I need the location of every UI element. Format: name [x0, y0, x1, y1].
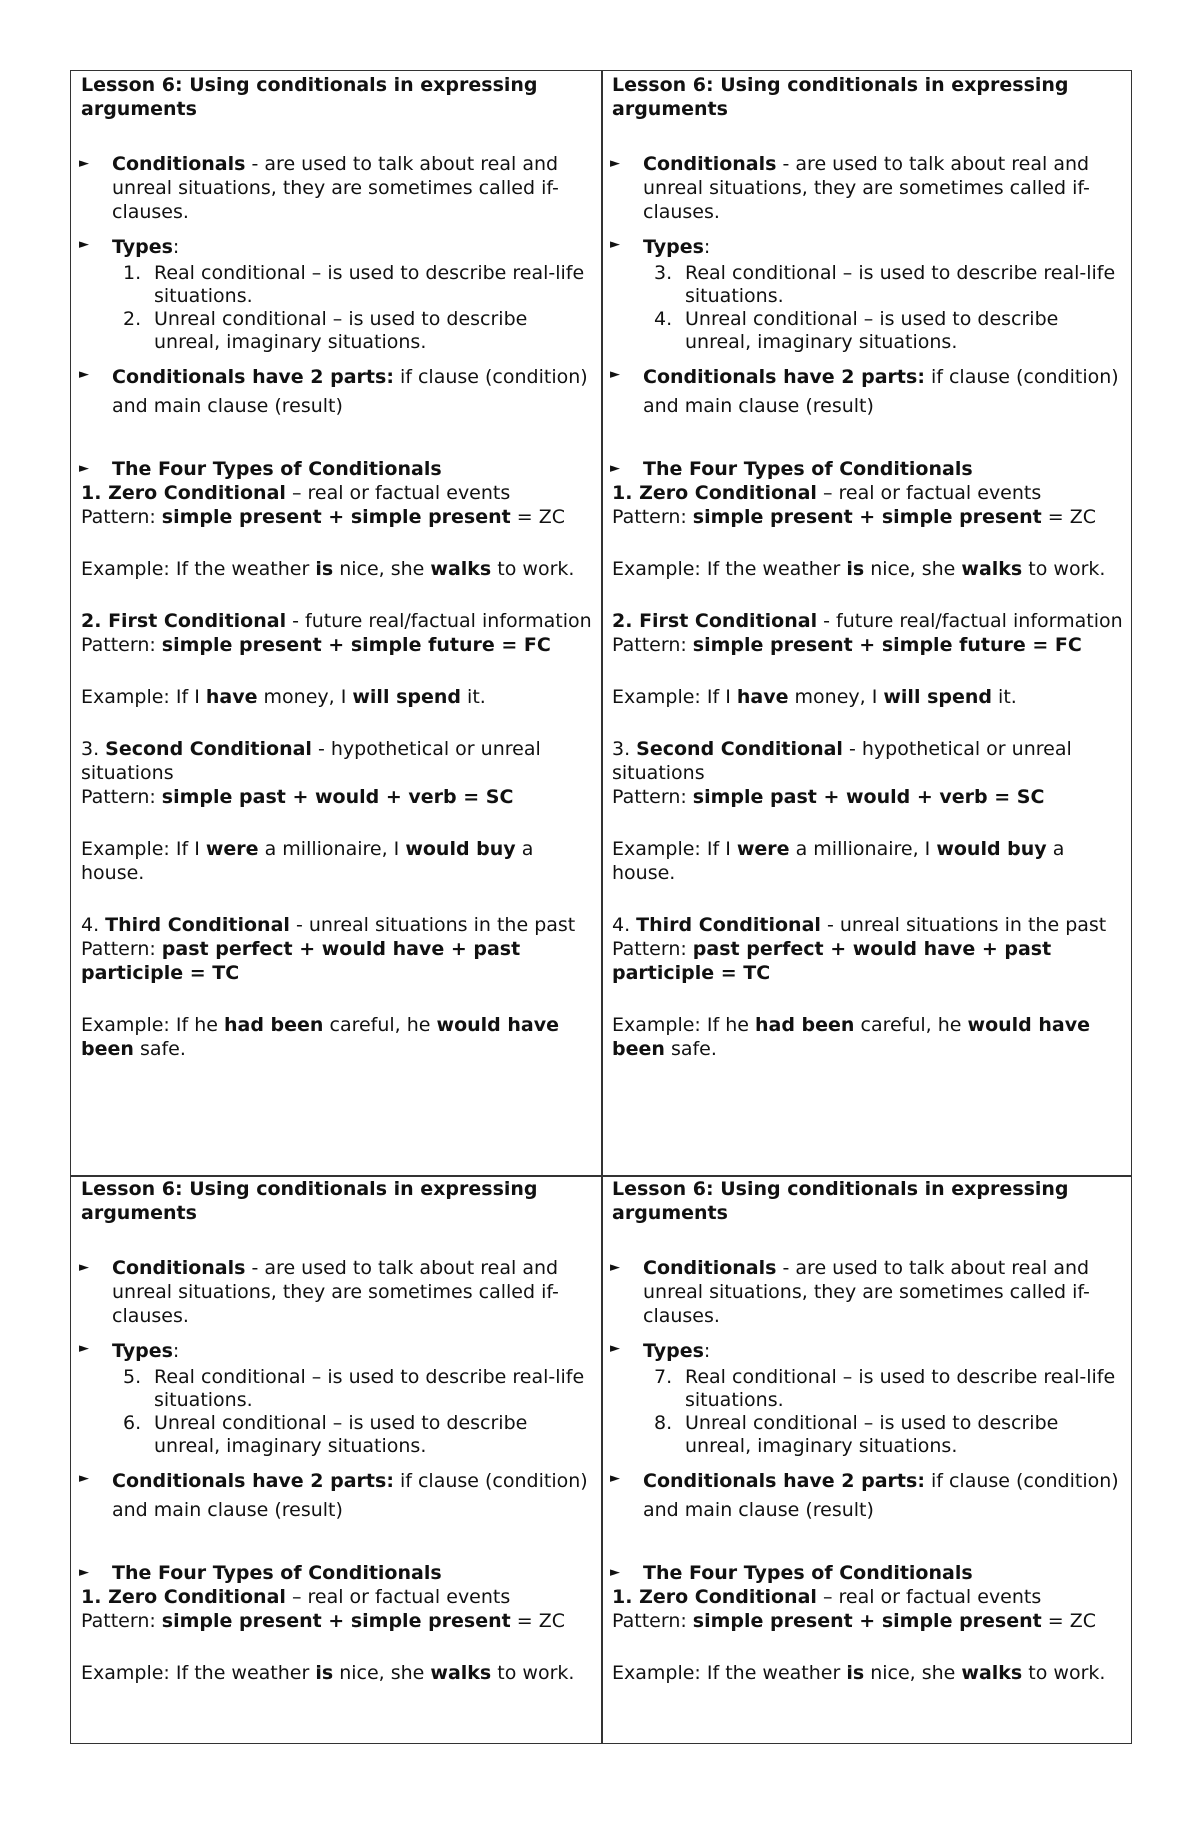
first-conditional-pattern: Pattern: simple present + simple future = FC — [612, 634, 1082, 656]
handout-cell-bottom-right — [612, 1177, 1127, 1737]
second-conditional-heading: 3. Second Conditional - hypothetical or unreal situations — [81, 738, 541, 784]
bullet-types: ► Types: — [612, 1337, 1127, 1366]
bullet-two-parts: ► Conditionals have 2 parts: if clause (condition) and main clause (result) — [81, 363, 596, 421]
arrow-bullet-icon: ► — [610, 367, 620, 382]
second-conditional-pattern: Pattern: simple past + would + verb = SC — [81, 786, 514, 808]
bullet-conditionals: ► Conditionals - are used to talk about real and unreal situations, they are sometimes called if-clauses. — [610, 1257, 1090, 1327]
first-conditional-example: Example: If I have money, I will spend it. — [81, 686, 486, 708]
zero-conditional-pattern: Pattern: simple present + simple present = ZC — [81, 506, 566, 528]
zero-conditional-pattern: Pattern: simple present + simple present = ZC — [81, 1610, 566, 1632]
types-list — [612, 262, 1127, 354]
bullet-types: ► Types: — [81, 233, 596, 262]
third-conditional-heading: 4. Third Conditional - unreal situations in the past — [81, 914, 576, 936]
list-item: 1. Real conditional – is used to describe real-life situations. — [123, 262, 585, 307]
bullet-four-types: ► The Four Types of Conditionals — [610, 1562, 973, 1584]
zero-conditional-example: Example: If the weather is nice, she walks to work. — [612, 1662, 1106, 1684]
arrow-bullet-icon: ► — [79, 1471, 89, 1486]
arrow-bullet-icon: ► — [79, 1341, 89, 1356]
handout-cell-top-right — [612, 73, 1127, 1169]
first-conditional-pattern: Pattern: simple present + simple future = FC — [81, 634, 551, 656]
bullet-four-types: ► The Four Types of Conditionals — [79, 1562, 442, 1584]
lesson-title: Lesson 6: Using conditionals in expressing arguments — [81, 1178, 538, 1224]
list-item: 6. Unreal conditional – is used to describe unreal, imaginary situations. — [123, 1412, 528, 1457]
second-conditional-example: Example: If I were a millionaire, I would buy a house. — [612, 838, 1065, 884]
first-conditional-example: Example: If I have money, I will spend it. — [612, 686, 1017, 708]
list-item: 2. Unreal conditional – is used to describe unreal, imaginary situations. — [123, 308, 528, 353]
column-divider — [601, 71, 603, 1743]
bullet-two-parts: ► Conditionals have 2 parts: if clause (condition) and main clause (result) — [81, 1467, 596, 1525]
lesson-title: Lesson 6: Using conditionals in expressing arguments — [612, 74, 1069, 120]
types-list — [612, 1366, 1127, 1458]
zero-conditional-example: Example: If the weather is nice, she walks to work. — [612, 558, 1106, 580]
list-item: 7. Real conditional – is used to describe real-life situations. — [654, 1366, 1116, 1411]
types-list — [81, 1366, 596, 1458]
lesson-title: Lesson 6: Using conditionals in expressing arguments — [612, 1178, 1069, 1224]
bullet-conditionals: ► Conditionals - are used to talk about real and unreal situations, they are sometimes called if-clauses. — [79, 1257, 559, 1327]
zero-conditional-pattern: Pattern: simple present + simple present = ZC — [612, 506, 1097, 528]
arrow-bullet-icon: ► — [610, 461, 620, 476]
bullet-conditionals: ► Conditionals - are used to talk about real and unreal situations, they are sometimes called if-clauses. — [79, 153, 559, 223]
second-conditional-pattern: Pattern: simple past + would + verb = SC — [612, 786, 1045, 808]
arrow-bullet-icon: ► — [79, 156, 89, 171]
bullet-conditionals: ► Conditionals - are used to talk about real and unreal situations, they are sometimes called if-clauses. — [610, 153, 1090, 223]
zero-conditional-example: Example: If the weather is nice, she walks to work. — [81, 1662, 575, 1684]
arrow-bullet-icon: ► — [610, 1565, 620, 1580]
second-conditional-example: Example: If I were a millionaire, I would buy a house. — [81, 838, 534, 884]
arrow-bullet-icon: ► — [610, 1341, 620, 1356]
third-conditional-pattern: Pattern: past perfect + would have + past participle = TC — [612, 938, 1052, 984]
arrow-bullet-icon: ► — [610, 1260, 620, 1275]
zero-conditional-pattern: Pattern: simple present + simple present = ZC — [612, 1610, 1097, 1632]
third-conditional-heading: 4. Third Conditional - unreal situations in the past — [612, 914, 1107, 936]
arrow-bullet-icon: ► — [610, 237, 620, 252]
zero-conditional-heading: 1. Zero Conditional – real or factual events — [612, 1586, 1042, 1608]
arrow-bullet-icon: ► — [79, 1565, 89, 1580]
second-conditional-heading: 3. Second Conditional - hypothetical or unreal situations — [612, 738, 1072, 784]
arrow-bullet-icon: ► — [610, 1471, 620, 1486]
arrow-bullet-icon: ► — [79, 461, 89, 476]
lesson-title: Lesson 6: Using conditionals in expressing arguments — [81, 74, 538, 120]
bullet-types: ► Types: — [81, 1337, 596, 1366]
list-item: 5. Real conditional – is used to describe real-life situations. — [123, 1366, 585, 1411]
types-list — [81, 262, 596, 354]
bullet-types: ► Types: — [612, 233, 1127, 262]
handout-sheet — [70, 70, 1132, 1744]
arrow-bullet-icon: ► — [79, 1260, 89, 1275]
third-conditional-example: Example: If he had been careful, he would have been safe. — [81, 1014, 560, 1060]
zero-conditional-heading: 1. Zero Conditional – real or factual events — [612, 482, 1042, 504]
list-item: 4. Unreal conditional – is used to describe unreal, imaginary situations. — [654, 308, 1059, 353]
bullet-four-types: ► The Four Types of Conditionals — [610, 458, 973, 480]
handout-cell-bottom-left — [81, 1177, 596, 1737]
first-conditional-heading: 2. First Conditional - future real/factual information — [81, 610, 592, 632]
list-item: 8. Unreal conditional – is used to describe unreal, imaginary situations. — [654, 1412, 1059, 1457]
arrow-bullet-icon: ► — [79, 367, 89, 382]
bullet-two-parts: ► Conditionals have 2 parts: if clause (condition) and main clause (result) — [612, 1467, 1127, 1525]
zero-conditional-example: Example: If the weather is nice, she walks to work. — [81, 558, 575, 580]
bullet-four-types: ► The Four Types of Conditionals — [79, 458, 442, 480]
first-conditional-heading: 2. First Conditional - future real/factual information — [612, 610, 1123, 632]
arrow-bullet-icon: ► — [610, 156, 620, 171]
arrow-bullet-icon: ► — [79, 237, 89, 252]
handout-cell-top-left — [81, 73, 596, 1169]
zero-conditional-heading: 1. Zero Conditional – real or factual events — [81, 1586, 511, 1608]
zero-conditional-heading: 1. Zero Conditional – real or factual events — [81, 482, 511, 504]
list-item: 3. Real conditional – is used to describe real-life situations. — [654, 262, 1116, 307]
bullet-two-parts: ► Conditionals have 2 parts: if clause (condition) and main clause (result) — [612, 363, 1127, 421]
third-conditional-pattern: Pattern: past perfect + would have + past participle = TC — [81, 938, 521, 984]
third-conditional-example: Example: If he had been careful, he would have been safe. — [612, 1014, 1091, 1060]
